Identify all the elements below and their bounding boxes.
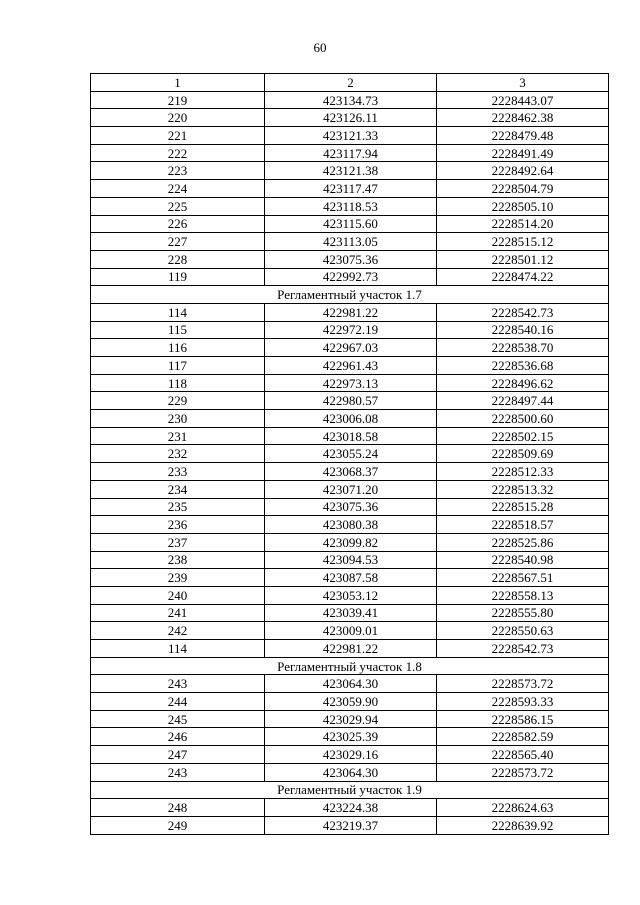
y-coordinate-cell: 2228525.86: [437, 533, 609, 551]
x-coordinate-cell: 423099.82: [265, 533, 437, 551]
y-coordinate-cell: 2228567.51: [437, 569, 609, 587]
y-coordinate-cell: 2228573.72: [437, 763, 609, 781]
point-number-cell: 118: [91, 374, 265, 392]
x-coordinate-cell: 423068.37: [265, 463, 437, 481]
table-row: [91, 250, 609, 268]
table-row: [91, 427, 609, 445]
point-number-cell: 222: [91, 144, 265, 162]
table-row: [91, 268, 609, 286]
x-coordinate-cell: 423118.53: [265, 197, 437, 215]
y-coordinate-cell: 2228558.13: [437, 586, 609, 604]
x-coordinate-cell: 423071.20: [265, 480, 437, 498]
table-row: [91, 516, 609, 534]
table-row: [91, 728, 609, 746]
point-number-cell: 239: [91, 569, 265, 587]
y-coordinate-cell: 2228542.73: [437, 303, 609, 321]
y-coordinate-cell: 2228586.15: [437, 710, 609, 728]
x-coordinate-cell: 423009.01: [265, 622, 437, 640]
point-number-cell: 114: [91, 640, 265, 658]
y-coordinate-cell: 2228462.38: [437, 109, 609, 127]
x-coordinate-cell: 422972.19: [265, 321, 437, 339]
x-coordinate-cell: 422981.22: [265, 640, 437, 658]
point-number-cell: 223: [91, 162, 265, 180]
point-number-cell: 238: [91, 551, 265, 569]
section-title: Регламентный участок 1.8: [91, 657, 609, 675]
y-coordinate-cell: 2228639.92: [437, 816, 609, 834]
point-number-cell: 242: [91, 622, 265, 640]
y-coordinate-cell: 2228624.63: [437, 799, 609, 817]
section-row: [91, 781, 609, 799]
page-number: 60: [313, 40, 327, 55]
y-coordinate-cell: 2228513.32: [437, 480, 609, 498]
y-coordinate-cell: 2228540.16: [437, 321, 609, 339]
x-coordinate-cell: 422981.22: [265, 303, 437, 321]
table-row: [91, 480, 609, 498]
table-row: [91, 233, 609, 251]
table-body: [91, 91, 609, 834]
point-number-cell: 240: [91, 586, 265, 604]
table-row: [91, 445, 609, 463]
x-coordinate-cell: 423064.30: [265, 675, 437, 693]
table-row: [91, 586, 609, 604]
x-coordinate-cell: 423134.73: [265, 91, 437, 109]
y-coordinate-cell: 2228515.28: [437, 498, 609, 516]
point-number-cell: 229: [91, 392, 265, 410]
column-header: 3: [437, 74, 609, 92]
y-coordinate-cell: 2228491.49: [437, 144, 609, 162]
point-number-cell: 234: [91, 480, 265, 498]
point-number-cell: 241: [91, 604, 265, 622]
table-row: [91, 180, 609, 198]
table-row: [91, 321, 609, 339]
table-row: [91, 746, 609, 764]
table-row: [91, 463, 609, 481]
x-coordinate-cell: 423053.12: [265, 586, 437, 604]
x-coordinate-cell: 423115.60: [265, 215, 437, 233]
point-number-cell: 219: [91, 91, 265, 109]
x-coordinate-cell: 423006.08: [265, 410, 437, 428]
table-row: [91, 392, 609, 410]
table-row: [91, 357, 609, 375]
y-coordinate-cell: 2228504.79: [437, 180, 609, 198]
point-number-cell: 220: [91, 109, 265, 127]
table-header: [91, 74, 609, 92]
y-coordinate-cell: 2228500.60: [437, 410, 609, 428]
table-row: [91, 91, 609, 109]
x-coordinate-cell: 423117.47: [265, 180, 437, 198]
x-coordinate-cell: 423094.53: [265, 551, 437, 569]
y-coordinate-cell: 2228501.12: [437, 250, 609, 268]
point-number-cell: 243: [91, 675, 265, 693]
x-coordinate-cell: 423055.24: [265, 445, 437, 463]
point-number-cell: 221: [91, 127, 265, 145]
y-coordinate-cell: 2228505.10: [437, 197, 609, 215]
x-coordinate-cell: 423080.38: [265, 516, 437, 534]
point-number-cell: 119: [91, 268, 265, 286]
y-coordinate-cell: 2228443.07: [437, 91, 609, 109]
point-number-cell: 230: [91, 410, 265, 428]
y-coordinate-cell: 2228502.15: [437, 427, 609, 445]
y-coordinate-cell: 2228538.70: [437, 339, 609, 357]
table-row: [91, 710, 609, 728]
x-coordinate-cell: 423025.39: [265, 728, 437, 746]
x-coordinate-cell: 423224.38: [265, 799, 437, 817]
y-coordinate-cell: 2228512.33: [437, 463, 609, 481]
point-number-cell: 249: [91, 816, 265, 834]
table-row: [91, 533, 609, 551]
x-coordinate-cell: 422980.57: [265, 392, 437, 410]
table-row: [91, 604, 609, 622]
x-coordinate-cell: 423029.94: [265, 710, 437, 728]
x-coordinate-cell: 422967.03: [265, 339, 437, 357]
point-number-cell: 245: [91, 710, 265, 728]
point-number-cell: 237: [91, 533, 265, 551]
y-coordinate-cell: 2228514.20: [437, 215, 609, 233]
x-coordinate-cell: 423121.38: [265, 162, 437, 180]
table-row: [91, 410, 609, 428]
x-coordinate-cell: 423075.36: [265, 250, 437, 268]
y-coordinate-cell: 2228497.44: [437, 392, 609, 410]
point-number-cell: 117: [91, 357, 265, 375]
table-row: [91, 551, 609, 569]
y-coordinate-cell: 2228593.33: [437, 693, 609, 711]
point-number-cell: 243: [91, 763, 265, 781]
table-row: [91, 374, 609, 392]
point-number-cell: 232: [91, 445, 265, 463]
section-title: Регламентный участок 1.7: [91, 286, 609, 304]
table-row: [91, 109, 609, 127]
table-row: [91, 127, 609, 145]
x-coordinate-cell: 423113.05: [265, 233, 437, 251]
x-coordinate-cell: 423029.16: [265, 746, 437, 764]
y-coordinate-cell: 2228582.59: [437, 728, 609, 746]
point-number-cell: 236: [91, 516, 265, 534]
y-coordinate-cell: 2228518.57: [437, 516, 609, 534]
point-number-cell: 115: [91, 321, 265, 339]
y-coordinate-cell: 2228565.40: [437, 746, 609, 764]
point-number-cell: 227: [91, 233, 265, 251]
table-row: [91, 339, 609, 357]
table-row: [91, 215, 609, 233]
table-row: [91, 763, 609, 781]
column-header: 2: [265, 74, 437, 92]
x-coordinate-cell: 423117.94: [265, 144, 437, 162]
point-number-cell: 114: [91, 303, 265, 321]
y-coordinate-cell: 2228496.62: [437, 374, 609, 392]
x-coordinate-cell: 422961.43: [265, 357, 437, 375]
y-coordinate-cell: 2228555.80: [437, 604, 609, 622]
x-coordinate-cell: 423075.36: [265, 498, 437, 516]
table-row: [91, 816, 609, 834]
table-row: [91, 693, 609, 711]
y-coordinate-cell: 2228573.72: [437, 675, 609, 693]
point-number-cell: 226: [91, 215, 265, 233]
point-number-cell: 246: [91, 728, 265, 746]
section-title: Регламентный участок 1.9: [91, 781, 609, 799]
y-coordinate-cell: 2228474.22: [437, 268, 609, 286]
x-coordinate-cell: 423018.58: [265, 427, 437, 445]
table-row: [91, 569, 609, 587]
table-row: [91, 162, 609, 180]
point-number-cell: 233: [91, 463, 265, 481]
x-coordinate-cell: 423087.58: [265, 569, 437, 587]
x-coordinate-cell: 423064.30: [265, 763, 437, 781]
y-coordinate-cell: 2228515.12: [437, 233, 609, 251]
y-coordinate-cell: 2228536.68: [437, 357, 609, 375]
section-row: [91, 286, 609, 304]
section-row: [91, 657, 609, 675]
x-coordinate-cell: 423219.37: [265, 816, 437, 834]
x-coordinate-cell: 423126.11: [265, 109, 437, 127]
y-coordinate-cell: 2228540.98: [437, 551, 609, 569]
coordinates-table: [90, 73, 609, 835]
y-coordinate-cell: 2228479.48: [437, 127, 609, 145]
y-coordinate-cell: 2228542.73: [437, 640, 609, 658]
table-row: [91, 640, 609, 658]
header-row: [91, 74, 609, 92]
point-number-cell: 247: [91, 746, 265, 764]
point-number-cell: 116: [91, 339, 265, 357]
table-row: [91, 197, 609, 215]
table-row: [91, 144, 609, 162]
x-coordinate-cell: 423059.90: [265, 693, 437, 711]
y-coordinate-cell: 2228492.64: [437, 162, 609, 180]
x-coordinate-cell: 422992.73: [265, 268, 437, 286]
table-row: [91, 303, 609, 321]
point-number-cell: 224: [91, 180, 265, 198]
point-number-cell: 228: [91, 250, 265, 268]
point-number-cell: 235: [91, 498, 265, 516]
point-number-cell: 244: [91, 693, 265, 711]
column-header: 1: [91, 74, 265, 92]
x-coordinate-cell: 423039.41: [265, 604, 437, 622]
point-number-cell: 248: [91, 799, 265, 817]
x-coordinate-cell: 422973.13: [265, 374, 437, 392]
table-row: [91, 498, 609, 516]
table-row: [91, 799, 609, 817]
point-number-cell: 231: [91, 427, 265, 445]
y-coordinate-cell: 2228509.69: [437, 445, 609, 463]
x-coordinate-cell: 423121.33: [265, 127, 437, 145]
y-coordinate-cell: 2228550.63: [437, 622, 609, 640]
table-row: [91, 622, 609, 640]
table-row: [91, 675, 609, 693]
point-number-cell: 225: [91, 197, 265, 215]
